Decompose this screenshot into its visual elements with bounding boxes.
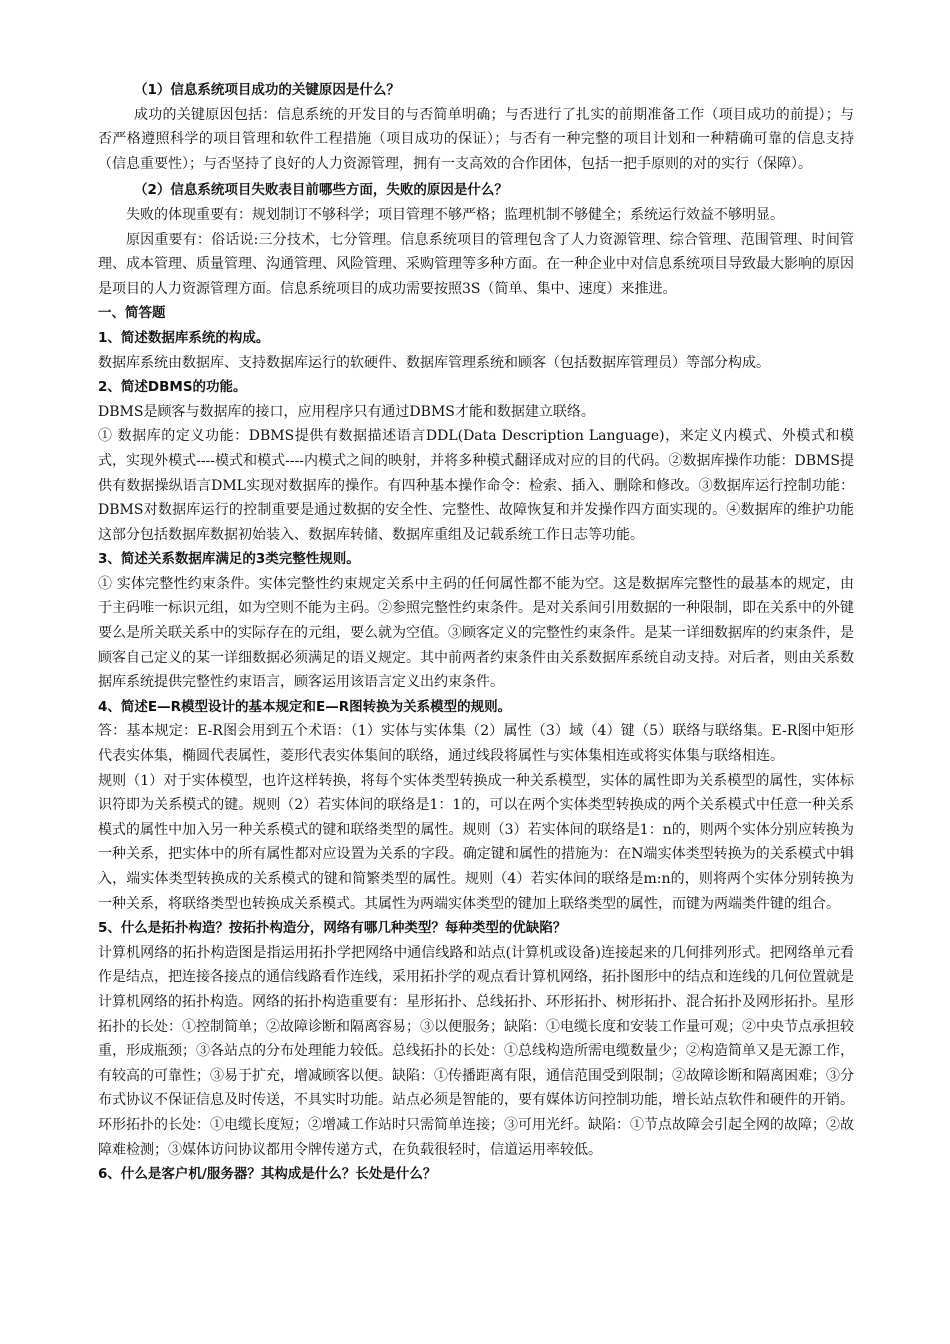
answer-paragraph: 答：基本规定：E-R图会用到五个术语：（1）实体与实体集（2）属性（3）域（4）键（5）联络与联络集。E-R图中矩形代表实体集，椭圆代表属性，菱形代表实体集间的联络，通过线段将属性与实体集相连或将实体集与联络相连。 xyxy=(98,723,854,765)
document-page xyxy=(98,78,854,1187)
answer-paragraph: ① 数据库的定义功能：DBMS提供有数据描述语言DDL(Data Description Language)，来定义内模式、外模式和模式，实现外模式----模式和模式----内模式之间的映射，并将多种模式翻译成对应的目的代码。②数据库操作功能：DBMS提供有数据操纵语言DML实现对数据库的操作。有四种基本操作命令：检索、插入、删除和修改。③数据库运行控制功能：DBMS对数据库运行的控制重要是通过数据的安全性、完整性、故障恢复和并发操作四方面实现的。④数据库的维护功能这部分包括数据库数据初始装入、数据库转储、数据库重组及记载系统工作日志等功能。 xyxy=(98,428,854,543)
question-heading: （1）信息系统项目成功的关键原因是什么？ xyxy=(134,82,400,98)
section-heading: 一、简答题 xyxy=(98,305,166,322)
question-heading: 4、简述E—R模型设计的基本规定和E—R图转换为关系模型的规则。 xyxy=(98,698,512,715)
question-heading: 5、什么是拓扑构造？按拓扑构造分，网络有哪几种类型？每种类型的优缺陷？ xyxy=(98,920,567,937)
answer-paragraph: 失败的体现重要有：规划制订不够科学；项目管理不够严格；监理机制不够健全；系统运行效益不够明显。 xyxy=(126,206,784,223)
answer-paragraph: 数据库系统由数据库、支持数据库运行的软硬件、数据库管理系统和顾客（包括数据库管理员）等部分构成。 xyxy=(98,354,770,371)
answer-paragraph: 原因重要有：俗话说:三分技术，七分管理。信息系统项目的管理包含了人力资源管理、综合管理、范围管理、时间管理、成本管理、质量管理、沟通管理、风险管理、采购管理等多种方面。在一种企业中对信息系统项目导致最大影响的原因是项目的人力资源管理方面。信息系统项目的成功需要按照3S（简单、集中、速度）来推进。 xyxy=(98,231,854,297)
answer-paragraph: 成功的关键原因包括：信息系统的开发目的与否简单明确；与否进行了扎实的前期准备工作（项目成功的前提）；与否严格遵照科学的项目管理和软件工程措施（项目成功的保证）；与否有一种完整的项目计划和一种精确可靠的信息支持（信息重要性）；与否坚持了良好的人力资源管理，拥有一支高效的合作团体，包括一把手原则的对的实行（保障）。 xyxy=(98,106,854,172)
answer-paragraph: DBMS是顾客与数据库的接口，应用程序只有通过DBMS才能和数据建立联络。 xyxy=(98,403,595,420)
question-heading: 1、简述数据库系统的构成。 xyxy=(98,329,270,346)
question-heading: 6、什么是客户机/服务器？其构成是什么？长处是什么？ xyxy=(98,1166,437,1183)
question-heading: 3、简述关系数据库满足的3类完整性规则。 xyxy=(98,551,360,568)
question-heading: （2）信息系统项目失败表目前哪些方面，失败的原因是什么？ xyxy=(134,182,508,199)
question-heading: 2、简述DBMS的功能。 xyxy=(98,379,247,396)
answer-paragraph: ① 实体完整性约束条件。实体完整性约束规定关系中主码的任何属性都不能为空。这是数据库完整性的最基本的规定，由于主码唯一标识元组，如为空则不能为主码。②参照完整性约束条件。是对关系间引用数据的一种限制，即在关系中的外键要么是所关联关系中的实际存在的元组，要么就为空值。③顾客定义的完整性约束条件。是某一详细数据库的约束条件，是顾客自己定义的某一详细数据必须满足的语义规定。其中前两者约束条件由关系数据库系统自动支持。对后者，则由关系数据库系统提供完整性约束语言，顾客运用该语言定义出约束条件。 xyxy=(98,575,854,691)
answer-paragraph: 规则（1）对于实体模型，也许这样转换，将每个实体类型转换成一种关系模型，实体的属性即为关系模型的属性，实体标识符即为关系模式的键。规则（2）若实体间的联络是1：1的，可以在两个实体类型转换成的两个关系模式中任意一种关系模式的属性中加入另一种关系模式的键和联络类型的属性。规则（3）若实体间的联络是1：n的，则两个实体分别应转换为一种关系，把实体中的所有属性都对应设置为关系的字段。确定键和属性的措施为：在N端实体类型转换为的关系模式中辑入，端实体类型转换成的关系模式的键和简繁类型的属性。规则（4）若实体间的联络是m:n的，则将两个实体分别转换为一种关系，将联络类型也转换成关系模式。其属性为两端实体类型的键加上联络类型的属性，而键为两端类件键的组合。 xyxy=(98,772,854,912)
answer-paragraph: 计算机网络的拓扑构造图是指运用拓扑学把网络中通信线路和站点(计算机或设备)连接起来的几何排列形式。把网络单元看作是结点，把连接各接点的通信线路看作连线，采用拓扑学的观点看计算机网络，拓扑图形中的结点和连线的几何位置就是计算机网络的拓扑构造。网络的拓扑构造重要有：星形拓扑、总线拓扑、环形拓扑、树形拓扑、混合拓扑及网形拓扑。星形拓扑的长处：①控制简单；②故障诊断和隔离容易；③以便服务；缺陷：①电缆长度和安装工作量可观；②中央节点承担较重，形成瓶颈；③各站点的分布处理能力较低。总线拓扑的长处：①总线构造所需电缆数量少；②构造简单又是无源工作，有较高的可靠性；③易于扩充，增减顾客以便。缺陷：①传播距离有限，通信范围受到限制；②故障诊断和隔离困难；③分布式协议不保证信息及时传送，不具实时功能。站点必须是智能的，要有媒体访问控制功能，增长站点软件和硬件的开销。环形拓扑的长处：①电缆长度短；②增减工作站时只需简单连接；③可用光纤。缺陷：①节点故障会引起全网的故障；②故障难检测；③媒体访问协议都用令牌传递方式，在负载很轻时，信道运用率较低。 xyxy=(98,944,854,1158)
